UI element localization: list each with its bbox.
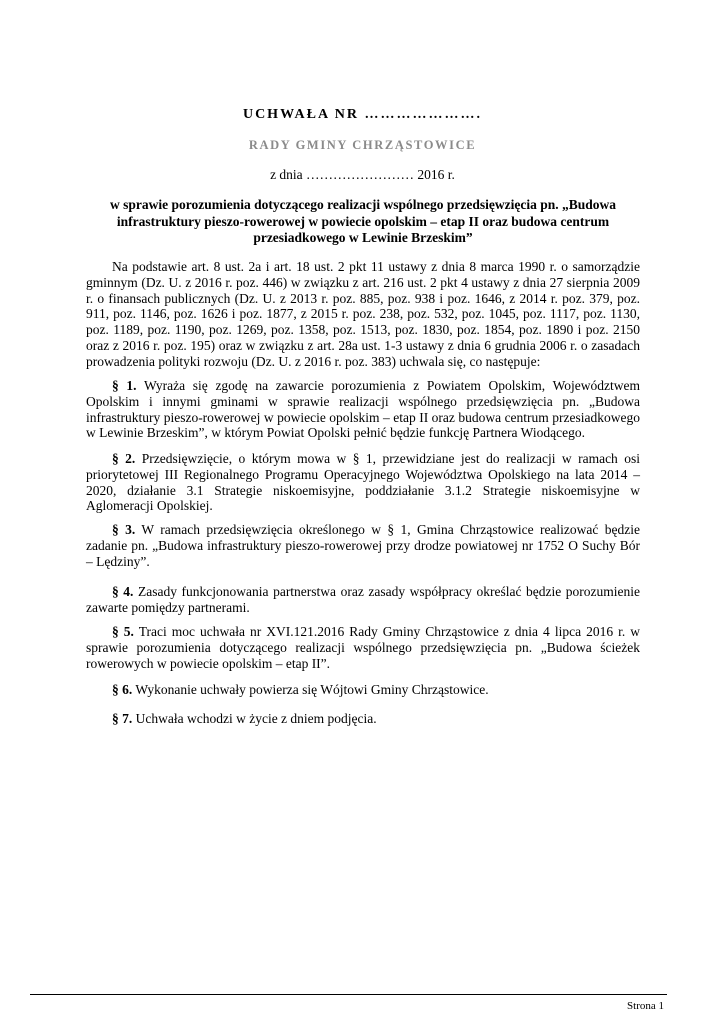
council-name: RADY GMINY CHRZĄSTOWICE: [248, 138, 477, 152]
footer-divider: [30, 994, 667, 995]
paragraph-text: Traci moc uchwała nr XVI.121.2016 Rady Gminy Chrząstowice z dnia 4 lipca 2016 r. w sprawie porozumienia dotyczącego realizacji wspólnego przedsięwzięcia pn. „Budowa ścieżek rowerowych w powiecie opolskim – etap II”.: [86, 624, 640, 671]
paragraph-text: Zasady funkcjonowania partnerstwa oraz zasady współpracy określać będzie porozumienie zawarte pomiędzy partnerami.: [86, 584, 641, 615]
paragraph-2: [86, 451, 640, 514]
paragraph-label: § 1.: [112, 378, 137, 393]
legal-basis: Na podstawie art. 8 ust. 2a i art. 18 ust. 2 pkt 11 ustawy z dnia 8 marca 1990 r. o samorządzie gminnym (Dz. U. z 2016 r. poz. 446) w związku z art. 216 ust. 2 pkt 4 ustawy z dnia 27 sierpnia 2009 r. o finansach publicznych (Dz. U. z 2013 r. poz. 885, poz. 938 i poz. 1646, z 2014 r. poz. 379, poz. 911, poz. 1146, poz. 1626 i poz. 1877, z 2015 r. poz. 238, poz. 532, poz. 1045, poz. 1117, poz. 1130, poz. 1189, poz. 1190, poz. 1269, poz. 1358, poz. 1513, poz. 1830, poz. 1854, poz. 1890 i poz. 2150 oraz z 2016 r. poz. 195) oraz w związku z art. 28a ust. 1-3 ustawy z dnia 6 grudnia 2006 r. o zasadach prowadzenia polityki rozwoju (Dz. U. z 2016 r. poz. 383) uchwala się, co następuje:: [86, 259, 640, 369]
resolution-title: UCHWAŁA NR ………………….: [242, 107, 483, 122]
paragraph-1: [86, 378, 640, 441]
paragraph-7: [86, 711, 640, 727]
paragraph-text: Przedsięwzięcie, o którym mowa w § 1, przewidziane jest do realizacji w ramach osi priorytetowej III Regionalnego Programu Operacyjnego Województwa Opolskiego na lata 2014 – 2020, działanie 3.1 Strategie niskoemisyjne, poddziałanie 3.1.2 Strategie niskoemisyjne w Aglomeracji Opolskiej.: [86, 451, 641, 514]
paragraph-text: Uchwała wchodzi w życie z dniem podjęcia.: [135, 711, 377, 726]
paragraph-5: [86, 624, 640, 671]
paragraph-label: § 7.: [112, 711, 133, 726]
paragraph-label: § 2.: [112, 451, 136, 466]
paragraph-label: § 3.: [112, 522, 136, 537]
paragraph-3: [86, 522, 640, 569]
date-line: z dnia …………………… 2016 r.: [270, 167, 455, 182]
page-number: Strona 1: [627, 1000, 664, 1012]
paragraph-label: § 4.: [112, 584, 134, 599]
paragraph-text: Wykonanie uchwały powierza się Wójtowi Gminy Chrząstowice.: [135, 682, 489, 697]
resolution-subject: w sprawie porozumienia dotyczącego realizacji wspólnego przedsięwzięcia pn. „Budowa infrastruktury pieszo-rowerowej w powiecie opolskim – etap II oraz budowa centrum przesiadkowego w Lewinie Brzeskim”: [109, 197, 617, 245]
paragraph-4: [86, 584, 640, 616]
paragraph-label: § 5.: [112, 624, 134, 639]
paragraph-text: Wyraża się zgodę na zawarcie porozumienia z Powiatem Opolskim, Województwem Opolskim i innymi gminami w sprawie realizacji wspólnego przedsięwzięcia pn. „Budowa infrastruktury pieszo-rowerowej w powiecie opolskim – etap II oraz budowa centrum przesiadkowego w Lewinie Brzeskim”, w którym Powiat Opolski pełnić będzie funkcję Partnera Wiodącego.: [86, 378, 640, 441]
paragraph-text: W ramach przedsięwzięcia określonego w § 1, Gmina Chrząstowice realizować będzie zadanie pn. „Budowa infrastruktury pieszo-rowerowej przy drodze powiatowej nr 1752 O Suchy Bór – Lędziny”.: [86, 522, 641, 569]
paragraph-label: § 6.: [112, 682, 133, 697]
paragraph-6: [86, 682, 640, 698]
